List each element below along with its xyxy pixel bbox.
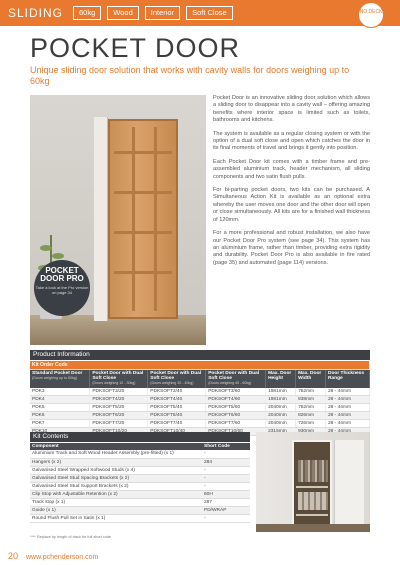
website-link[interactable]: www.pchenderson.com	[25, 554, 99, 561]
table-row: PDK3 PDKSOFT3/20 PDKSOFT3/40 PDKSOFT3/60 1981mm 762mm 28 - 44mm	[30, 388, 370, 396]
product-info-table	[30, 361, 370, 436]
tag-feature: Soft Close	[186, 6, 233, 20]
paragraph: Pocket Door is an innovative sliding door solution which allows a sliding door to disappear into a cavity wall – offering amazing benefits where interior space is limited such as toilets, bathrooms and kitchens.	[213, 95, 370, 124]
category-label: SLIDING	[8, 6, 64, 20]
col-header: Pocket Door with Dual Soft Close (Doors weighing 20 - 40kg)	[148, 370, 206, 388]
table-row: PDK7 PDKSOFT7/20 PDKSOFT7/40 PDKSOFT7/60 2040mm 726mm 28 - 44mm	[30, 420, 370, 428]
table-row: Galvanised Steel Wrapped Softwood Studs (x 4) -	[30, 466, 250, 474]
tag-weight: 60kg	[73, 6, 101, 20]
table-row: Galvanised Steel Stud Spacing Brackets (x 2) -	[30, 474, 250, 482]
col-header: Pocket Door with Dual Soft Close (Doors weighing 40 - 60kg)	[206, 370, 266, 388]
col-header: Standard Pocket Door (Doors weighing up to 60kg)	[30, 370, 90, 388]
page-number: 20	[8, 551, 19, 561]
pocket-door-pro-promo[interactable]	[34, 260, 90, 316]
col-header: Max. Door Width	[296, 370, 326, 388]
col-header: Max. Door Height	[266, 370, 296, 388]
table-row: Round Flush Pull Set in Satin (x 1) -	[30, 514, 250, 522]
table-row: Aluminium Track and Soft Wood Header Assembly (pre-fitted) (x 1) -	[30, 450, 250, 458]
paragraph: Each Pocket Door kit comes with a timber frame and pre-assembled aluminium track, header mechanism, all sliding components and two satin flush pulls.	[213, 158, 370, 180]
category-bar	[0, 0, 400, 26]
footnote: **** Replace by length of track for full short code	[30, 535, 112, 539]
col-header: Door Thickness Range	[326, 370, 370, 388]
col-header: Pocket Door with Dual Soft Close (Doors weighing 10 - 30kg)	[90, 370, 148, 388]
page-title: POCKET DOOR	[30, 33, 241, 63]
badge-label: NO DECK	[359, 9, 383, 15]
table-row: Hangers (x 2) 284	[30, 458, 250, 466]
no-deck-badge-icon	[358, 2, 384, 28]
page-subtitle: Unique sliding door solution that works with cavity walls for doors weighing up to 60kg	[30, 65, 350, 86]
kit-contents-heading: Kit Contents	[30, 432, 250, 442]
table-row: Track stop (x 1) 287	[30, 498, 250, 506]
kit-contents-table	[30, 443, 250, 523]
page-footer	[8, 551, 98, 561]
col-header: Short Code	[202, 443, 250, 450]
product-info-heading: Product Information	[30, 350, 370, 360]
wardrobe-photo	[256, 432, 370, 532]
table-row: PDK6 PDKSOFT6/20 PDKSOFT6/40 PDKSOFT6/60 2040mm 826mm 28 - 44mm	[30, 412, 370, 420]
promo-line2: DOOR PRO	[40, 274, 84, 283]
col-header: Component	[30, 443, 202, 450]
tag-material: Wood	[107, 6, 138, 20]
paragraph: The system is available as a regular closing system or with the option of a dual soft close and open which catches the door in its final moments of travel and brings it gently into position.	[213, 130, 370, 152]
promo-line1: POCKET	[45, 266, 79, 275]
paragraph: For bi-parting pocket doors, two kits can be purchased. A Simultaneous Action Kit is available as an optional extra whereby the user moves one door and the other door will open or close simultaneously. All kits are for a finished wall thickness of 120mm.	[213, 187, 370, 223]
door-illustration	[108, 119, 178, 319]
description	[213, 95, 370, 273]
promo-caption: Take a look at the Pro version on page 34	[35, 285, 89, 295]
kit-order-code-label: Kit Order Code	[30, 361, 370, 370]
tag-location: Interior	[145, 6, 180, 20]
table-row: Guide (x 1) PD/WRAP	[30, 506, 250, 514]
table-row: PDK4 PDKSOFT4/20 PDKSOFT4/40 PDKSOFT4/60 1981mm 838mm 28 - 44mm	[30, 396, 370, 404]
table-row: Galvanised Steel Stud Support Brackets (x 2) -	[30, 482, 250, 490]
paragraph: For a more professional and robust installation, we also have our Pocket Door Pro system (see page 34). This system has an aluminium frame, rather than timber, providing extra rigidity and durability. Pocket Door Pro is also available in fire rated (page 35) and automated (page 114) versions.	[213, 230, 370, 266]
table-row: Clip Stop with Adjustable Retention (x 2) 60H	[30, 490, 250, 498]
table-row: PDK5 PDKSOFT5/20 PDKSOFT5/40 PDKSOFT5/60 2040mm 762mm 28 - 44mm	[30, 404, 370, 412]
